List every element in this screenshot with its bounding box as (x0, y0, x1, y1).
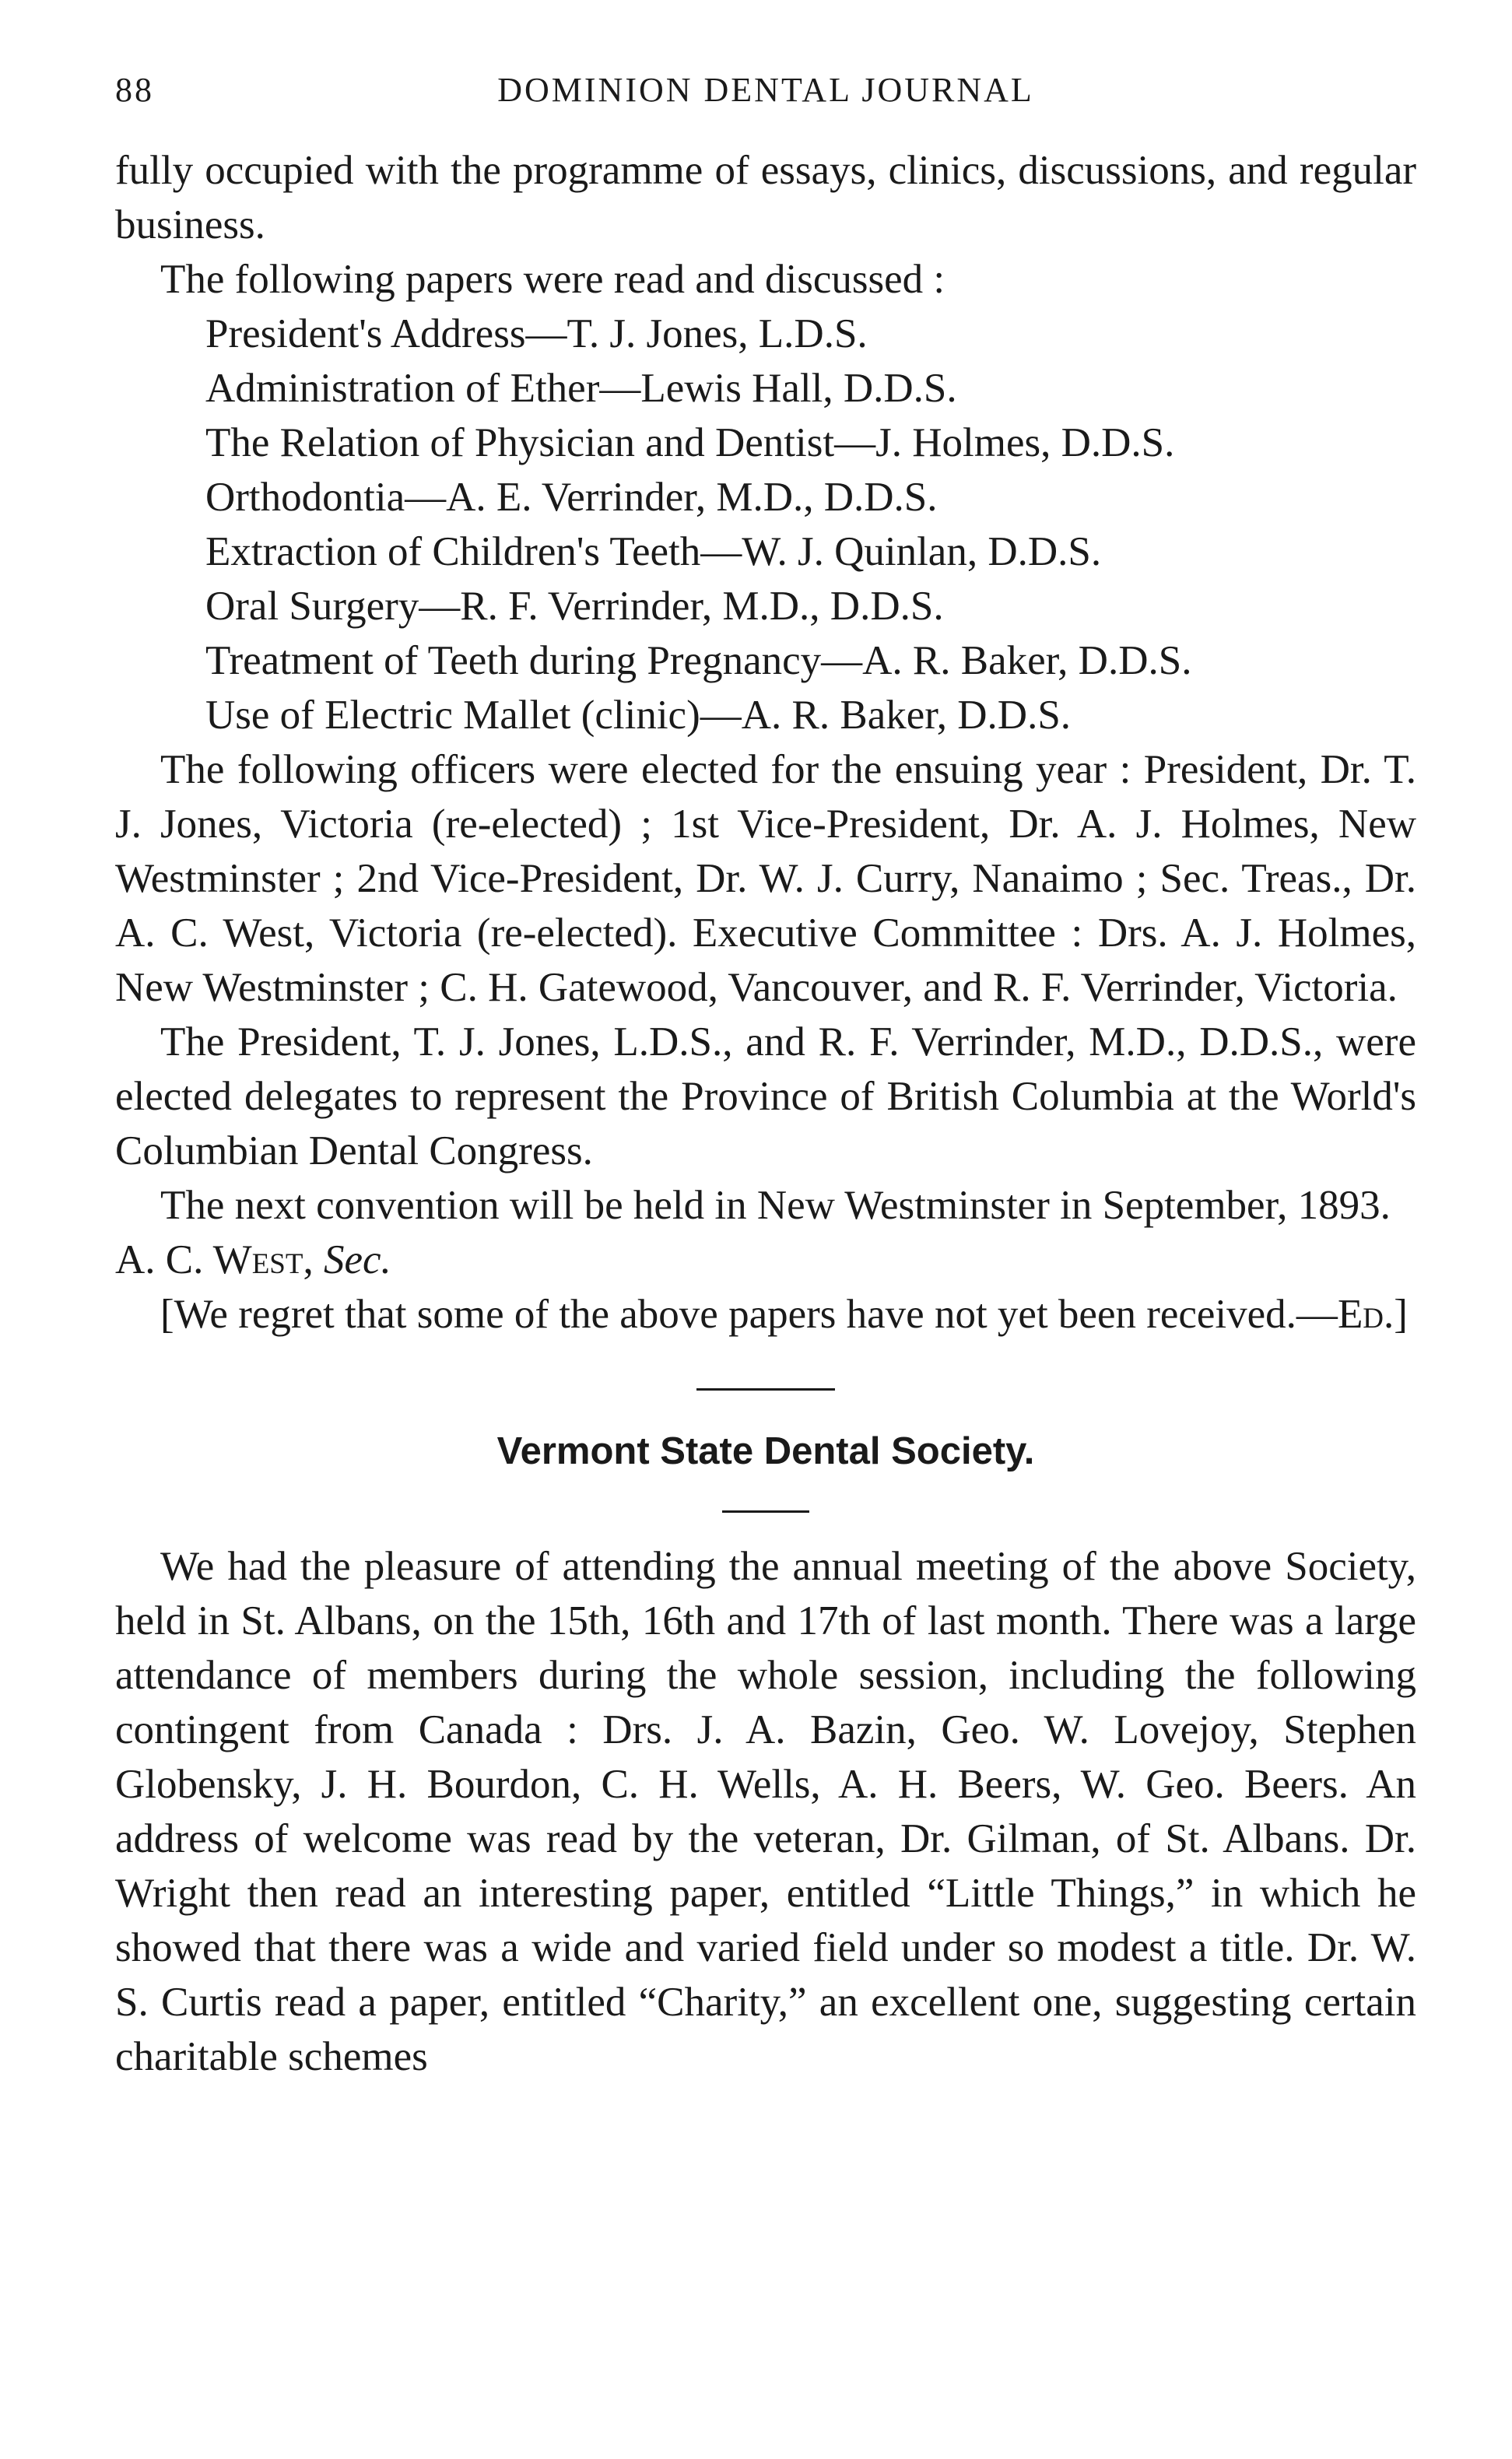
editor-note (115, 1287, 1416, 1342)
paper-item: President's Address—T. J. Jones, L.D.S. (205, 311, 868, 356)
page-number: 88 (115, 71, 154, 109)
editor-abbrev: Ed. (1337, 1292, 1394, 1337)
vermont-paragraph: We had the pleasure of attending the annual meeting of the above Society, held in St. Albans, on the 15th, 16th and 17th of last month. There was a large attendance of members during the whole session, including the following contingent from Canada : Drs. J. A. Bazin, Geo. W. Lovejoy, Stephen Globensky, J. H. Bourdon, C. H. Wells, A. H. Beers, W. Geo. Beers. An address of welcome was read by the veteran, Dr. Gilman, of St. Albans. Dr. Wright then read an interesting paper, entitled “Little Things,” in which he showed that there was a wide and varied field under so modest a title. Dr. W. S. Curtis read a paper, entitled “Charity,” an excellent one, suggesting certain charitable schemes (115, 1544, 1416, 2079)
paper-item: Administration of Ether—Lewis Hall, D.D.S. (205, 366, 957, 411)
delegates-paragraph: The President, T. J. Jones, L.D.S., and R. F. Verrinder, M.D., D.D.S., were elected delegates to represent the Province of British Columbia at the World's Columbian Dental Congress. (115, 1019, 1416, 1173)
intro-paragraph: fully occupied with the programme of essays, clinics, discussions, and regular business. (115, 148, 1416, 247)
section-divider (696, 1388, 835, 1391)
papers-intro: The following papers were read and discussed : (160, 257, 945, 302)
editor-note-text: [We regret that some of the above papers have not yet been received.— (160, 1292, 1338, 1337)
heading-underline (722, 1510, 809, 1513)
paper-item: Use of Electric Mallet (clinic)—A. R. Baker, D.D.S. (205, 693, 1072, 738)
journal-title: DOMINION DENTAL JOURNAL (497, 71, 1034, 109)
article-body (115, 143, 1416, 2084)
journal-page (115, 62, 1416, 2084)
officers-paragraph: The following officers were elected for the ensuing year : President, Dr. T. J. Jones, Victoria (re-elected) ; 1st Vice-President, Dr. A. J. Holmes, New Westminster ; 2nd Vice-President, Dr. W. J. Curry, Nanaimo ; Sec. Treas., Dr. A. C. West, Victoria (re-elected). Executive Committee : Drs. A. J. Holmes, New Westminster ; C. H. Gatewood, Vancouver, and R. F. Verrinder, Victoria. (115, 747, 1416, 1010)
paper-item: Oral Surgery—R. F. Verrinder, M.D., D.D.S. (205, 584, 944, 629)
editor-note-close: ] (1394, 1292, 1408, 1337)
convention-paragraph: The next convention will be held in New Westminster in September, 1893. (160, 1183, 1391, 1228)
paper-item: Orthodontia—A. E. Verrinder, M.D., D.D.S. (205, 475, 938, 520)
paper-item: Treatment of Teeth during Pregnancy—A. R. Baker, D.D.S. (205, 638, 1192, 683)
signature (115, 1233, 1416, 1287)
signature-name: A. C. West, (115, 1237, 314, 1282)
paper-item: The Relation of Physician and Dentist—J. Holmes, D.D.S. (205, 420, 1175, 465)
paper-item: Extraction of Children's Teeth—W. J. Quinlan, D.D.S. (205, 529, 1102, 574)
running-head (115, 62, 1416, 112)
papers-list (115, 307, 1416, 742)
section-heading: Vermont State Dental Society. (496, 1430, 1035, 1472)
signature-role: Sec. (323, 1237, 391, 1282)
